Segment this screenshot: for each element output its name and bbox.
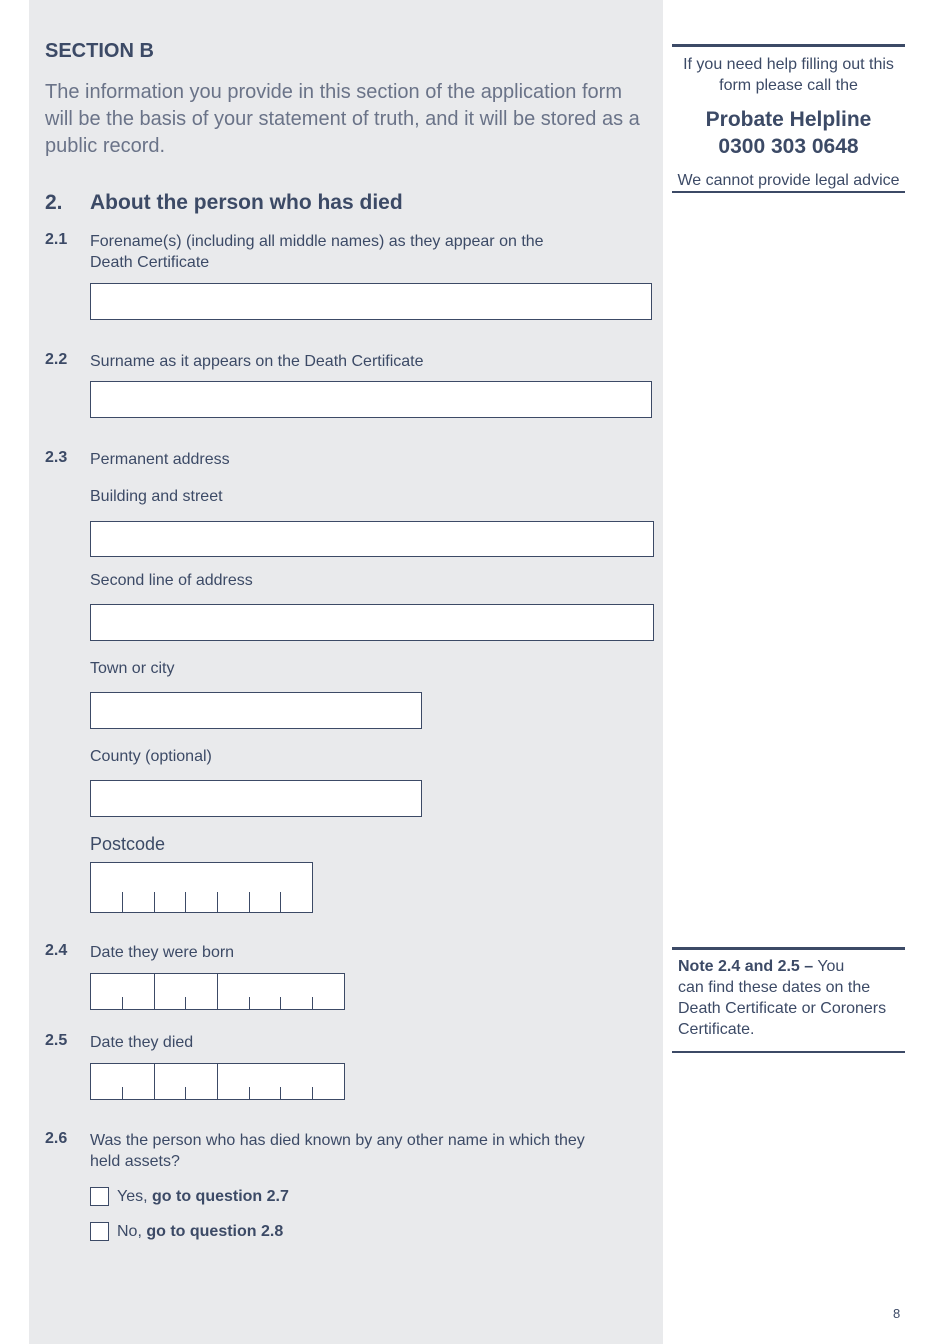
date-born-input[interactable]	[90, 973, 345, 1010]
question-2-6-number: 2.6	[45, 1130, 68, 1147]
date-separator	[217, 974, 218, 1009]
question-2-6-line2: held assets?	[90, 1153, 180, 1170]
postcode-label: Postcode	[90, 834, 166, 854]
note-title: Note 2.4 and 2.5 –	[678, 958, 814, 975]
section-intro: The information you provide in this section of the application form will be the basis of your statement of truth, and it will be stored as a public record.	[45, 81, 640, 157]
date-divider	[280, 1087, 281, 1099]
date-separator	[154, 1064, 155, 1099]
note-line2: can find these dates on the	[678, 979, 871, 996]
question-2-6-line1: Was the person who has died known by any other name in which they	[90, 1132, 585, 1149]
postcode-divider	[185, 892, 186, 912]
question-2-1-number: 2.1	[45, 231, 68, 248]
postcode-divider	[249, 892, 250, 912]
yes-option-instruction: go to question 2.7	[152, 1188, 289, 1205]
date-divider	[185, 1087, 186, 1099]
date-separator	[217, 1064, 218, 1099]
question-2-3-number: 2.3	[45, 449, 68, 466]
second-line-input[interactable]	[90, 604, 654, 641]
helpline-disclaimer: We cannot provide legal advice	[677, 172, 900, 189]
date-divider	[312, 1087, 313, 1099]
second-line-label: Second line of address	[90, 572, 253, 589]
date-died-input[interactable]	[90, 1063, 345, 1100]
note-line3: Death Certificate or Coroners	[678, 1000, 887, 1017]
question-2-4-number: 2.4	[45, 942, 68, 959]
date-divider	[249, 997, 250, 1009]
postcode-divider	[154, 892, 155, 912]
question-2-5-number: 2.5	[45, 1032, 68, 1049]
no-option-label	[117, 1221, 283, 1242]
helpline-intro-line1: If you need help filling out this	[683, 56, 894, 73]
date-separator	[154, 974, 155, 1009]
yes-checkbox[interactable]	[90, 1187, 109, 1206]
helpline-intro	[672, 54, 905, 96]
town-label: Town or city	[90, 660, 175, 677]
helpline-contact	[672, 106, 905, 160]
question-2-6-text	[90, 1130, 650, 1172]
forenames-input[interactable]	[90, 283, 652, 320]
date-divider	[185, 997, 186, 1009]
county-label: County (optional)	[90, 748, 212, 765]
building-street-label: Building and street	[90, 488, 223, 505]
yes-option-prefix: Yes,	[117, 1188, 152, 1205]
postcode-divider	[280, 892, 281, 912]
postcode-divider	[217, 892, 218, 912]
section-title: SECTION B	[45, 40, 154, 62]
note-line1	[678, 956, 899, 977]
question-2-5-text: Date they died	[90, 1034, 194, 1051]
note-text: You	[813, 958, 845, 975]
date-divider	[280, 997, 281, 1009]
no-option-prefix: No,	[117, 1223, 147, 1240]
question-2-2-number: 2.2	[45, 351, 68, 368]
helpline-phone[interactable]: 0300 303 0648	[718, 135, 859, 158]
postcode-divider	[122, 892, 123, 912]
question-2-2-text: Surname as it appears on the Death Certificate	[90, 353, 424, 370]
helpline-name: Probate Helpline	[705, 108, 872, 131]
postcode-input[interactable]	[90, 862, 313, 913]
note-line4: Certificate.	[678, 1021, 755, 1038]
no-checkbox[interactable]	[90, 1222, 109, 1241]
date-divider	[249, 1087, 250, 1099]
question-2-number: 2.	[45, 191, 63, 214]
question-2-title: About the person who has died	[90, 191, 403, 214]
date-divider	[312, 997, 313, 1009]
town-input[interactable]	[90, 692, 422, 729]
no-option-instruction: go to question 2.8	[146, 1223, 284, 1240]
date-divider	[122, 1087, 123, 1099]
building-street-input[interactable]	[90, 521, 654, 557]
question-2-1-line1: Forename(s) (including all middle names) as they appear on the	[90, 233, 544, 250]
county-input[interactable]	[90, 780, 422, 817]
page-number: 8	[893, 1306, 901, 1321]
question-2-1-line2: Death Certificate	[90, 254, 210, 271]
surname-input[interactable]	[90, 381, 652, 418]
helpline-intro-line2: form please call the	[719, 77, 858, 94]
yes-option-label	[117, 1186, 289, 1207]
question-2-1-text	[90, 231, 630, 273]
date-divider	[122, 997, 123, 1009]
note-box	[672, 947, 905, 1053]
helpline-box	[672, 44, 905, 193]
question-2-3-text: Permanent address	[90, 451, 230, 468]
question-2-4-text: Date they were born	[90, 944, 235, 961]
